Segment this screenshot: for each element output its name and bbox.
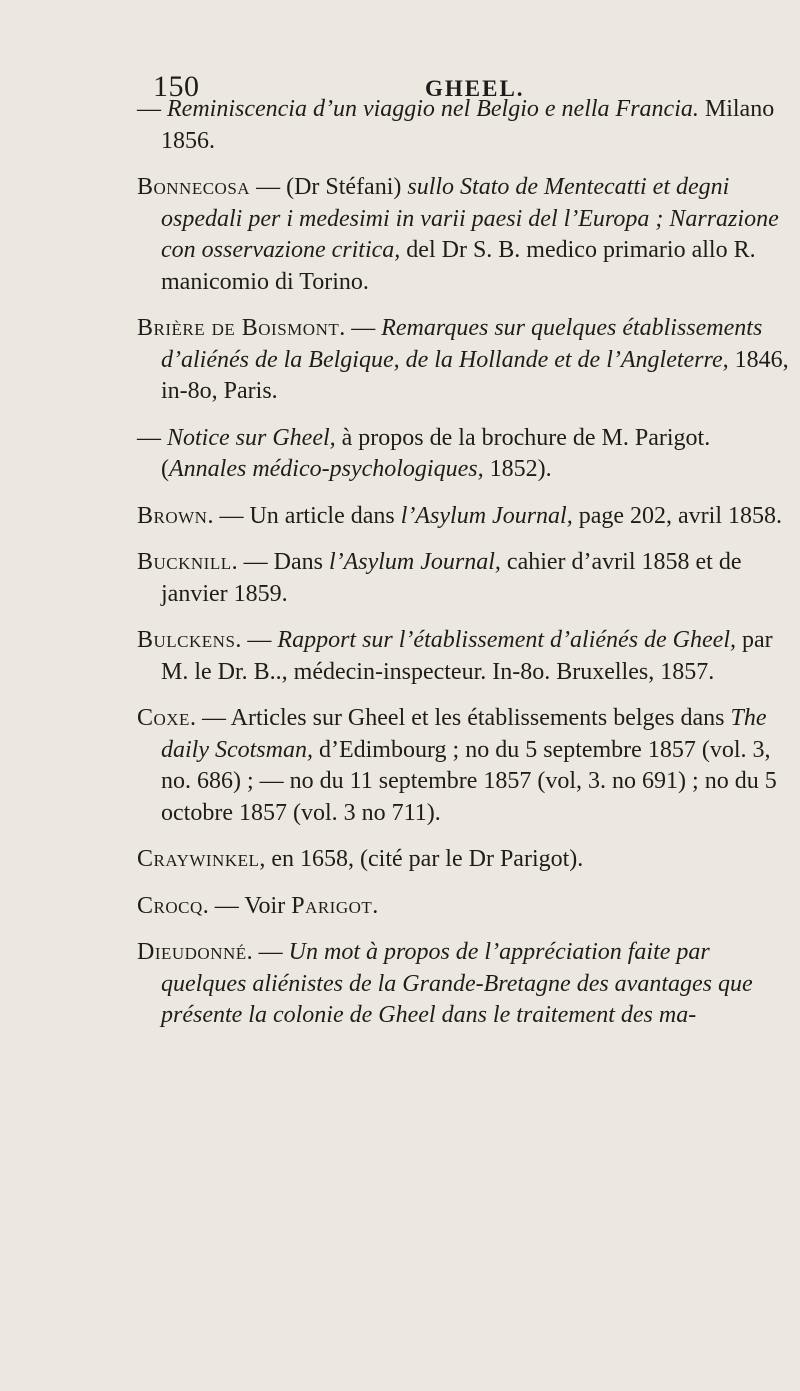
entry-text: 1852).	[483, 456, 552, 482]
bibliography-entry	[137, 94, 793, 157]
bibliography-entry	[137, 313, 793, 408]
entry-text: d’Edimbourg ; no du 5 septembre 1857 (vol. 3, no. 686) ; — no du 11 septembre 1857 (vol, 3. no 691) ; no du 5 octobre 1857 (vol. 3 no 711).	[161, 736, 777, 826]
entry-author: Coxe	[137, 705, 190, 731]
bibliography-entry	[137, 891, 793, 923]
entry-author: Craywinkel	[137, 846, 260, 872]
bibliography-entry	[137, 423, 793, 486]
entry-text: . — Voir	[202, 892, 292, 919]
entry-author: Crocq	[137, 892, 203, 919]
entry-author: Brown	[137, 502, 208, 529]
entry-text: page 202, avril 1858.	[572, 502, 783, 529]
entry-author: Brière de Boismont	[137, 315, 340, 341]
entry-title-italic: The daily Scotsman,	[161, 705, 767, 763]
running-head: GHEEL.	[425, 76, 525, 101]
bibliography-entry	[137, 172, 793, 298]
bibliography-entry	[137, 501, 793, 533]
entry-title-italic: Notice sur Gheel,	[167, 424, 336, 451]
bibliography-entry	[137, 625, 793, 688]
bibliography-list	[137, 94, 793, 1047]
entry-author: Bulckens	[137, 627, 236, 653]
entry-text: . — Articles sur Gheel et les établissements belges dans	[189, 705, 731, 731]
bibliography-entry	[137, 547, 793, 610]
entry-text: —	[137, 96, 167, 122]
entry-text: 1846, in-8o, Paris.	[161, 346, 789, 404]
entry-text: , en 1658, (cité par le Dr Parigot).	[259, 846, 584, 872]
page-number: 150	[153, 70, 200, 103]
entry-text: par M. le Dr. B.., médecin-inspecteur. In-8o. Bruxelles, 1857.	[161, 627, 773, 685]
entry-text: — (Dr Stéfani)	[250, 174, 408, 200]
entry-text: . — Un article dans	[207, 502, 401, 529]
entry-text: del Dr S. B. medico primario allo R. manicomio di Torino.	[161, 237, 756, 295]
entry-text: . —	[339, 315, 382, 341]
bibliography-entry	[137, 844, 793, 876]
entry-title-italic: Un mot à propos de l’appréciation faite par quelques aliénistes de la Grande-Bretagne des avantages que présente la colonie de Gheel dans le traitement des ma-	[161, 939, 753, 1028]
entry-title-italic: Rapport sur l’établissement d’aliénés de Gheel,	[277, 627, 736, 653]
entry-text: . —	[235, 627, 278, 653]
entry-text: Milano 1856.	[161, 96, 775, 154]
entry-title-italic: l’Asylum Journal,	[400, 502, 573, 529]
entry-text: à propos de la brochure de M. Parigot. (	[161, 424, 711, 482]
entry-title-italic: l’Asylum Journal,	[328, 549, 501, 575]
entry-author: Bonnecosa	[137, 174, 251, 200]
entry-text: cahier d’avril 1858 et de janvier 1859.	[161, 549, 742, 607]
entry-text: .	[372, 892, 379, 919]
bibliography-entry	[137, 937, 793, 1032]
entry-text: Parigot	[291, 892, 373, 919]
entry-text: . — Dans	[231, 549, 329, 575]
entry-title-italic: Remarques sur quelques établissements d’aliénés de la Belgique, de la Hollande et de l’Angleterre,	[161, 315, 763, 373]
entry-author: Bucknill	[137, 549, 232, 575]
entry-title-italic: Annales médico-psychologiques,	[169, 456, 484, 482]
entry-title-italic: Reminiscencia d’un viaggio nel Belgio e nella Francia.	[167, 96, 699, 122]
entry-author: Dieudonné	[137, 939, 247, 965]
bibliography-entry	[137, 703, 793, 829]
entry-text: —	[137, 424, 167, 451]
entry-text: . —	[246, 939, 289, 965]
entry-title-italic: sullo Stato de Mentecatti et degni ospedali per i medesimi in varii paesi del l’Europa ; Narrazione con osservazione critica,	[161, 174, 779, 263]
